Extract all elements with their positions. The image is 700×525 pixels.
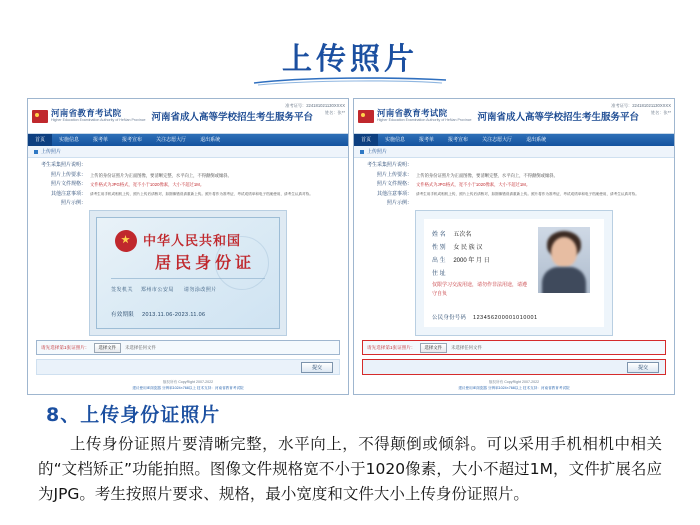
site-logo	[358, 109, 472, 123]
field-value: 女 民 族 汉	[453, 245, 483, 251]
form-value: 上传的身份证照片为正面图像，要清晰完整、水平向上，不得颠倒或倾斜。	[416, 172, 558, 178]
field-key: 住 址	[432, 271, 446, 277]
portrait-photo	[538, 227, 590, 293]
candidate-info	[611, 102, 671, 116]
nav-item-announce[interactable]: 报考宣布	[122, 137, 143, 143]
form-value	[90, 162, 342, 169]
portrait-shoulders	[542, 267, 586, 293]
upload-label: 请先选择第1张证照片：	[367, 344, 416, 350]
field-row-address	[432, 268, 490, 281]
submit-row[interactable]	[362, 359, 666, 375]
breadcrumb	[354, 146, 674, 158]
form-row	[360, 162, 668, 169]
field-key: 姓 名	[432, 232, 446, 238]
nav-item-logout[interactable]: 退出系统	[200, 137, 221, 143]
title-underline-decoration	[252, 76, 448, 86]
candidate-name: 姓名：张**	[650, 110, 671, 115]
idcard-valid-label: 有效期限	[111, 312, 135, 318]
footer-copyright: 版权所有 CopyRight 2007-2022	[488, 380, 540, 384]
id-number-value: 123456200001010001	[472, 315, 538, 321]
portrait-face	[551, 237, 577, 267]
breadcrumb	[28, 146, 348, 158]
form-label: 照片上传要求：	[376, 171, 412, 178]
form-label: 考生采集照片说明：	[366, 162, 412, 168]
form-label: 其他注意事项：	[376, 190, 412, 197]
idcard-title-type: 居民身份证	[155, 253, 256, 272]
screenshot-photo-upload	[353, 98, 675, 395]
main-navigation[interactable]	[28, 134, 348, 146]
field-row-name	[432, 229, 490, 242]
form-label: 照片上传要求：	[50, 171, 86, 178]
form-value: 文件格式为JPG格式，宽不小于1020像素，大小不超过1M。	[416, 182, 531, 187]
field-value: 五次名	[453, 232, 472, 238]
breadcrumb-label: 上传照片	[367, 149, 388, 155]
emblem-icon	[358, 110, 374, 123]
selected-file-text: 未选择任何文件	[125, 344, 156, 350]
platform-title: 河南省成人高等学校招生考生服务平台	[477, 112, 640, 123]
site-banner	[354, 99, 674, 134]
form-value: 上传的身份证照片为正面图像，要清晰完整、水平向上，不得颠倒或倾斜。	[90, 172, 232, 178]
upload-label: 请先选择第1张证照片：	[41, 344, 90, 350]
page-footer	[28, 379, 348, 391]
form-label: 照片文件规格：	[376, 181, 412, 187]
form-row	[34, 162, 342, 169]
idcard-field-list	[432, 229, 490, 281]
form-row	[34, 172, 342, 179]
form-label: 其他注意事项：	[50, 190, 86, 197]
site-banner	[28, 99, 348, 134]
candidate-info	[285, 102, 345, 116]
submit-button[interactable]: 提交	[301, 362, 333, 373]
screenshot-idcard-upload	[27, 98, 349, 395]
submit-row[interactable]	[36, 359, 340, 375]
form-label: 考生采集照片说明：	[40, 162, 86, 168]
nav-item-home[interactable]: 首页	[354, 134, 378, 146]
nav-item-home[interactable]: 首页	[28, 134, 52, 146]
form-row	[34, 181, 342, 188]
form-value: 请考生用手机或相机上传，照片上传后请核对，如图像错误请重新上传。照片将作为准考证、考试成绩单和电子档案使用，请考生认真对待。	[416, 191, 639, 196]
submit-button[interactable]: 提交	[627, 362, 659, 373]
file-upload-bar[interactable]	[362, 340, 666, 355]
footer-support: 建议使用IE浏览器 分辨率1024×768以上 技术支持：河南省教育考试院	[458, 386, 570, 390]
selected-file-text: 未选择任何文件	[451, 344, 482, 350]
breadcrumb-label: 上传照片	[41, 149, 62, 155]
idcard-note: 请勿涂改照片	[183, 287, 217, 293]
exam-number: 准考证号：224181021130XXXX	[611, 103, 671, 108]
form-value	[416, 162, 668, 169]
field-key: 出 生	[432, 258, 446, 264]
logo-text-cn: 河南省教育考试院	[377, 108, 448, 118]
nav-item-hall[interactable]: 关注志愿大厅	[482, 137, 513, 143]
nav-item-form[interactable]: 报考单	[419, 137, 435, 143]
idcard-org-value: 郑州市公安局	[140, 287, 174, 293]
section-heading: 8、上传身份证照片	[46, 404, 221, 426]
id-number-label: 公民身份号码	[432, 315, 467, 321]
form-row	[360, 191, 668, 198]
national-emblem-icon	[115, 230, 137, 252]
form-row-photo-label	[34, 200, 342, 207]
emblem-icon	[32, 110, 48, 123]
field-row-gender	[432, 242, 490, 255]
form-value: 请考生用手机或相机上传，照片上传后请核对，如图像错误请重新上传。照片将作为准考证、考试成绩单和电子档案使用，请考生认真对待。	[90, 191, 313, 196]
file-upload-bar[interactable]	[36, 340, 340, 355]
upload-form	[354, 158, 674, 207]
main-navigation[interactable]	[354, 134, 674, 146]
page-footer	[354, 379, 674, 391]
field-value: 2000 年 月 日	[453, 258, 490, 264]
form-row-photo-label	[360, 200, 668, 207]
idcard-info-side	[424, 219, 604, 327]
field-key: 性 别	[432, 245, 446, 251]
nav-item-info[interactable]: 实施信息	[59, 137, 80, 143]
choose-file-button[interactable]: 选择文件	[420, 343, 448, 353]
breadcrumb-marker-icon	[34, 150, 38, 154]
form-row	[360, 181, 668, 188]
logo-text-en: Higher Education Examination Authority of HeNan Province	[51, 118, 146, 122]
photo-sample-image	[415, 210, 613, 336]
footer-copyright: 版权所有 CopyRight 2007-2022	[162, 380, 214, 384]
sample-watermark-note: 仅限学习交流用途，请勿作非法用途，请遵守自负	[432, 282, 528, 297]
form-row	[34, 191, 342, 198]
exam-number: 准考证号：224181021130XXXX	[285, 103, 345, 108]
nav-item-logout[interactable]: 退出系统	[526, 137, 547, 143]
logo-text-en: Higher Education Examination Authority of HeNan Province	[377, 118, 472, 122]
idcard-sample-image	[89, 210, 287, 336]
nav-item-info[interactable]: 实施信息	[385, 137, 406, 143]
idcard-valid-value: 2013.11.06-2023.11.06	[142, 312, 206, 318]
logo-text-cn: 河南省教育考试院	[51, 108, 122, 118]
photo-sample-label: 照片示例：	[60, 200, 86, 206]
body-paragraph-text: 上传身份证照片要清晰完整，水平向上，不得颠倒或倾斜。可以采用手机相机中相关的“文档矫正”功能拍照。图像文件规格宽不小于1020像素，大小不超过1M，文件扩展名应为JPG。考生按照片要求、规格，最小宽度和文件大小上传身份证照片。	[38, 435, 662, 503]
photo-sample-label: 照片示例：	[386, 200, 412, 206]
form-value: 文件格式为JPG格式，宽不小于1020像素，大小不超过1M。	[90, 182, 205, 187]
breadcrumb-marker-icon	[360, 150, 364, 154]
form-row	[360, 172, 668, 179]
form-label: 照片文件规格：	[50, 181, 86, 187]
idcard-title-country: 中华人民共和国	[143, 234, 242, 249]
idcard-org-label: 签发机关	[111, 287, 134, 293]
nav-item-announce[interactable]: 报考宣布	[448, 137, 469, 143]
upload-form	[28, 158, 348, 207]
watermark-decoration	[215, 236, 269, 290]
nav-item-hall[interactable]: 关注志愿大厅	[156, 137, 187, 143]
footer-support: 建议使用IE浏览器 分辨率1024×768以上 技术支持：河南省教育考试院	[132, 386, 244, 390]
candidate-name: 姓名：张**	[324, 110, 345, 115]
nav-item-form[interactable]: 报考单	[93, 137, 109, 143]
idcard-front	[96, 217, 280, 329]
body-paragraph	[38, 432, 662, 507]
platform-title: 河南省成人高等学校招生考生服务平台	[151, 112, 314, 123]
site-logo	[32, 109, 146, 123]
page-title: 上传照片	[282, 42, 418, 77]
choose-file-button[interactable]: 选择文件	[94, 343, 122, 353]
field-row-birth	[432, 255, 490, 268]
